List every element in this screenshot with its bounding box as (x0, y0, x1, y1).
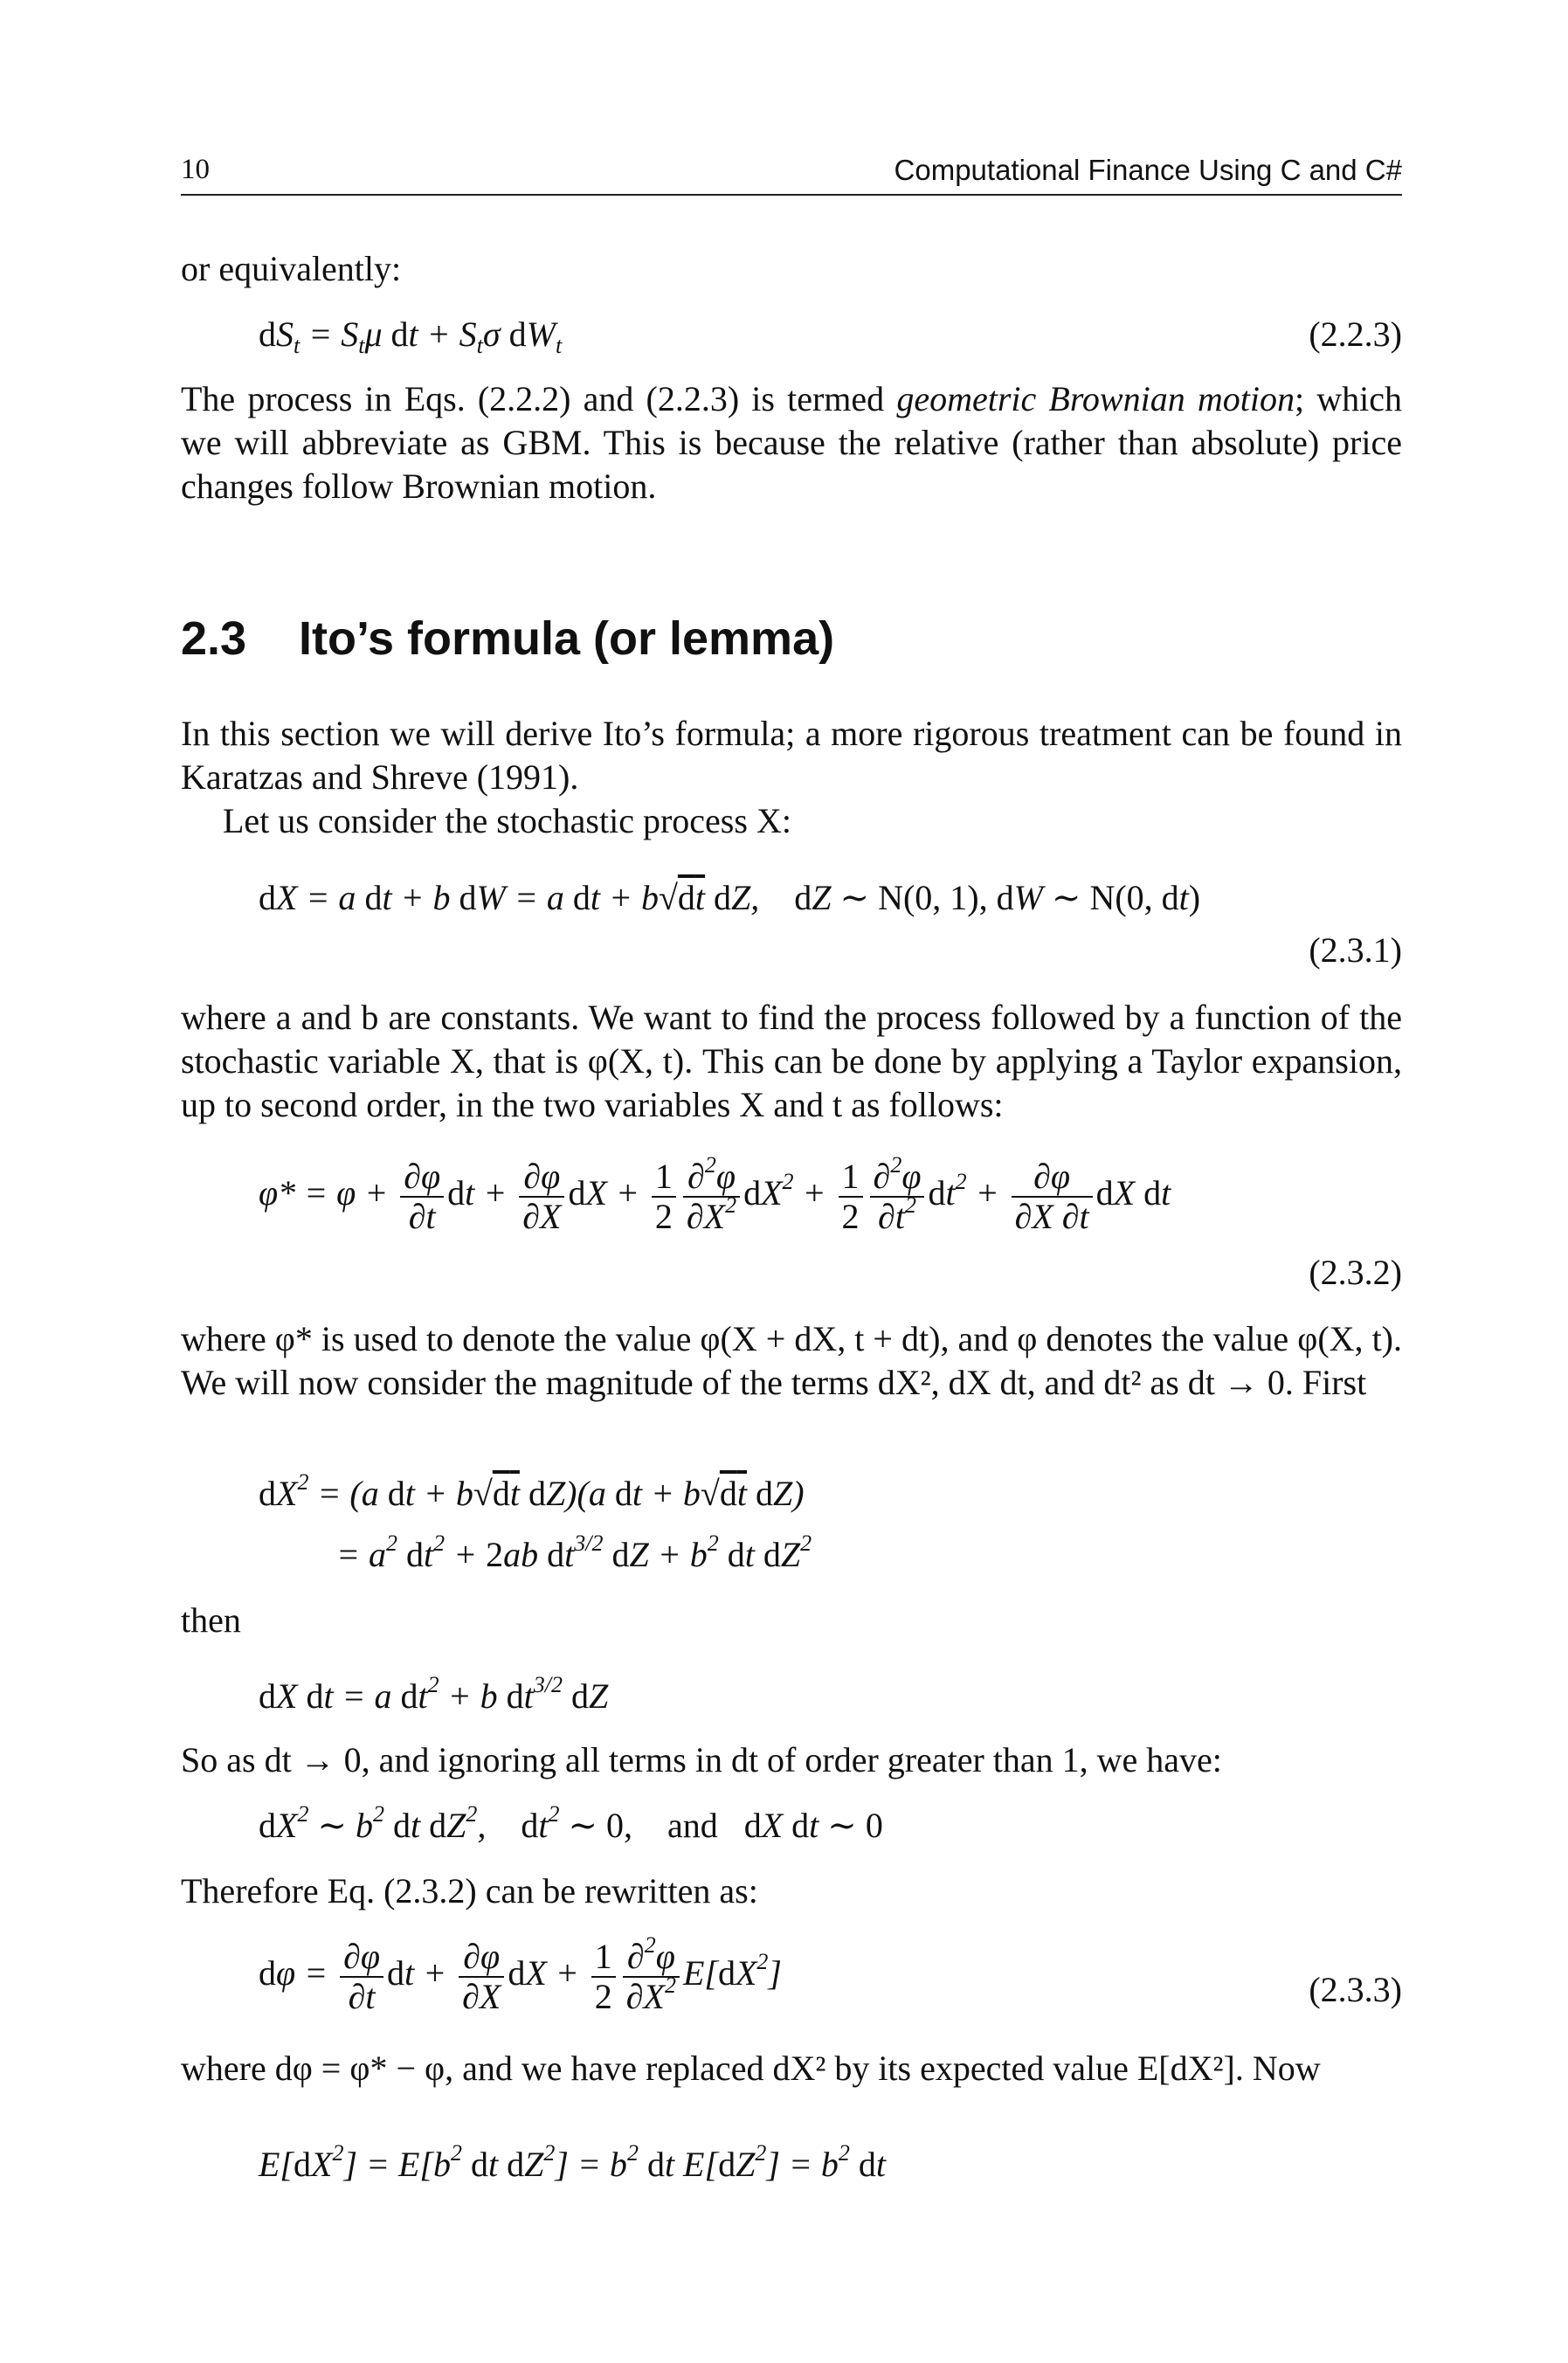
equation-number: (2.3.3) (1309, 1970, 1402, 2009)
section-number: 2.3 (181, 612, 247, 665)
paragraph-therefore: Therefore Eq. (2.3.2) can be rewritten as: (181, 1871, 758, 1910)
equation-2-3-3: dφ = $\frac{\partial\varphi}{\partial t}$ dt + $\frac{\partial\varphi}{\partial X}$ dX + $\frac{1}{2}$ $\frac{\partial^2\varphi}{\partial X^2}$ $E[dX^2]$ (259, 1932, 782, 2016)
paragraph-gbm: The process in Eqs. (2.2.2) and (2.2.3) is termed geometric Brownian motion; which we will abbreviate as GBM. This is because the relative (rather than absolute) price changes follow Brownian motion. (181, 379, 1402, 506)
paragraph-so: So as dt → 0, and ignoring all terms in dt of order greater than 1, we have: (181, 1740, 1222, 1779)
equation-dx2-line2: = $a^2$ $dt^2 + 2ab$ $dt^{3/2}$ dZ + $b^2$ dt $dZ^2$ (336, 1530, 812, 1574)
word-and: and (667, 1806, 718, 1845)
paragraph-where-ab: where a and b are constants. We want to find the process followed by a function of the stochastic variable X, that is φ(X, t). This can be done by applying a Taylor expansion, up to second order, in the two variables X and t as follows: (181, 998, 1402, 1124)
header-rule (181, 194, 1402, 196)
equation-dx2-line1: $dX^2 = (a$ dt + b√dt dZ)(a dt + b√dt dZ) (259, 1469, 805, 1513)
running-title: Computational Finance Using C and C# (894, 154, 1402, 186)
page-number: 10 (181, 154, 210, 185)
equation-2-2-3: $dS_t = S_t\mu$ dt + $S_t\sigma$ $dW_t$ (259, 314, 563, 358)
equation-2-3-2: φ* = φ + $\frac{\partial\varphi}{\partial t}$ dt + $\frac{\partial\varphi}{\partial X}$ dX + $\frac{1}{2}$ $\frac{\partial^2\varphi}{\partial X^2}$ $dX^2$ + $\frac{1}{2}$ $\frac{\partial^2\varphi}{\partial t^2}$ $dt^2$ + $\frac{\partial\varphi}{\partial X \partial t}$ dX dt (259, 1152, 1171, 1236)
paragraph-intro: In this section we will derive Ito’s formula; a more rigorous treatment can be found in Karatzas and Shreve (1991). (181, 714, 1402, 797)
paragraph-where-dphi: where dφ = φ* − φ, and we have replaced dX² by its expected value E[dX²]. Now (181, 2049, 1321, 2088)
paragraph-where-phi: where φ* is used to denote the value φ(X + dX, t + dt), and φ denotes the value φ(X, t). We will now consider the magnitude of the terms dX², dX dt, and dt² as dt → 0. First (181, 1319, 1403, 1402)
section-heading (181, 611, 834, 666)
equation-expectation: $E[dX^2] = E[b^2$ dt $dZ^2] = b^2$ dt $E[dZ^2] = b^2$ dt (259, 2140, 886, 2184)
intro-line: or equivalently: (181, 249, 402, 288)
equation-number: (2.2.3) (1309, 314, 1402, 354)
word-then: then (181, 1600, 241, 1640)
equation-2-3-1: dX = a dt + b dW = a dt + $b√d\overline{t}$ dZ, dZ ∼ N(0, 1), dW ∼ N(0, dt) (259, 878, 1201, 917)
equation-number: (2.3.1) (1309, 930, 1402, 970)
equation-dxdt: dX dt = a $dt^2 + b$ $dt^{3/2}$ dZ (259, 1672, 609, 1716)
paragraph-consider: Let us consider the stochastic process X: (223, 801, 791, 840)
section-title: Ito’s formula (or lemma) (299, 612, 835, 665)
equation-number: (2.3.2) (1309, 1253, 1402, 1292)
equation-orders: $dX^2$ ∼ $b^2$ dt $dZ^2$, $dt^2$ ∼ 0, and dX dt ∼ 0 (259, 1801, 883, 1845)
